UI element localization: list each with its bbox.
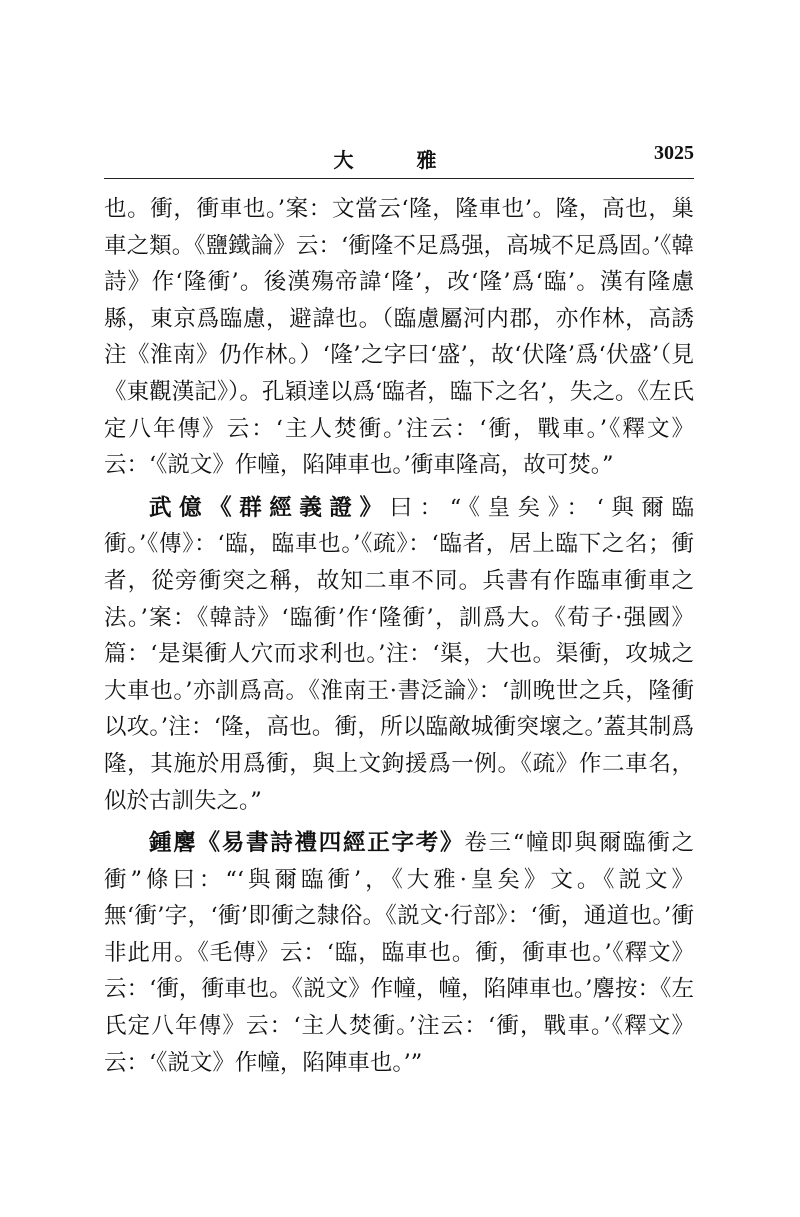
paragraph-2 xyxy=(104,490,694,819)
paragraph-1 xyxy=(104,191,694,484)
paragraph-1-text: 也。衝，衝車也。’案：文當云‘隆，隆車也’。隆，高也，巢車之類。《鹽鐵論》云：‘衝隆不足爲强，高城不足爲固。’《韓詩》作‘隆衝’。後漢殤帝諱‘隆’，改‘隆’爲‘臨’。漢有隆慮縣，東京爲臨慮，避諱也。（臨慮屬河内郡，亦作林，高誘注《淮南》仍作林。）‘隆’之字曰‘盛’，故‘伏隆’爲‘伏盛’（見《東觀漢記》）。孔穎達以爲‘臨者，臨下之名’，失之。《左氏定八年傳》云：‘主人焚衝。’注云：‘衝，戰車。’《釋文》云：‘《説文》作幢，陷陣車也。’衝車隆高，故可焚。” xyxy=(104,196,694,479)
paragraph-3 xyxy=(104,825,694,1081)
paragraph-3-text: 卷三“幢即與爾臨衝之衝”條曰：“‘與爾臨衝’，《大雅·皇矣》文。《説文》無‘衝’字，‘衝’即衝之隸俗。《説文·行部》：‘衝，通道也。’衝非此用。《毛傳》云：‘臨，臨車也。衝，衝車也。’《釋文》云：‘衝，衝車也。《説文》作幢，幢，陷陣車也。’麐按：《左氏定八年傳》云：‘主人焚衝。’注云：‘衝，戰車。’《釋文》云：‘《説文》作幢，陷陣車也。’” xyxy=(104,830,694,1076)
running-header xyxy=(104,142,694,179)
page-number: 3025 xyxy=(654,142,694,164)
paragraph-2-text: 曰：“《皇矣》：‘與爾臨衝。’《傳》：‘臨，臨車也。’《疏》：‘臨者，居上臨下之名；衝者，從旁衝突之稱，故知二車不同。兵書有作臨車衝車之法。’案：《韓詩》‘臨衝’作‘隆衝’，訓爲大。《荀子·强國》篇：‘是渠衝人穴而求利也。’注：‘渠，大也。渠衝，攻城之大車也。’亦訓爲高。《淮南王·書泛論》：‘訓晚世之兵，隆衝以攻。’注：‘隆，高也。衝，所以臨敵城衝突壞之。’蓋其制爲隆，其施於用爲衝，與上文鉤援爲一例。《疏》作二車名，似於古訓失之。” xyxy=(104,494,694,814)
main-text xyxy=(104,191,694,1087)
header-title: 大 雅 xyxy=(333,148,465,172)
paragraph-3-source: 鍾麐《易書詩禮四經正字考》 xyxy=(149,830,465,857)
paragraph-2-source: 武億《群經義證》 xyxy=(149,494,390,521)
